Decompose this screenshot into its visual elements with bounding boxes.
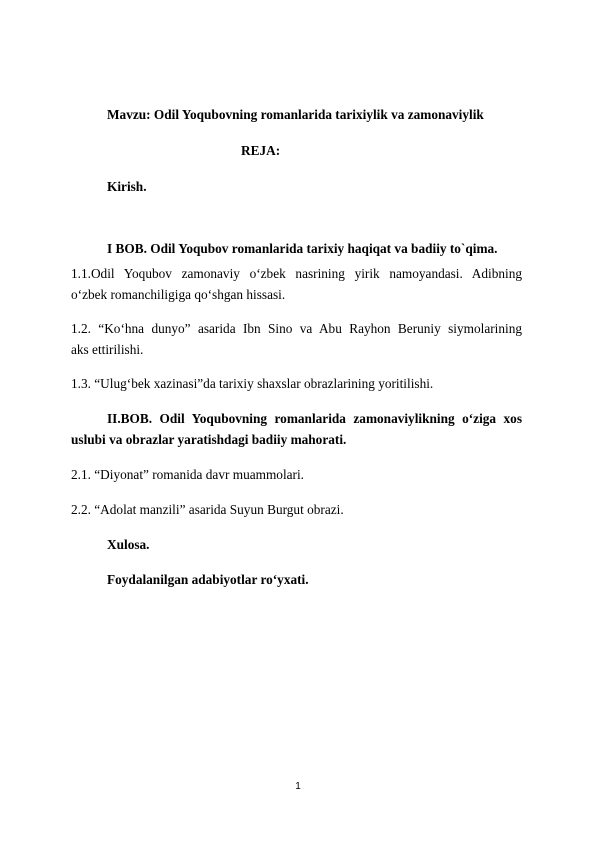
chapter1-item-2-line2: aks ettirilishi. (71, 342, 144, 357)
document-title: Mavzu: Odil Yoqubovning romanlarida tarixiylik va zamonaviylik (107, 107, 484, 122)
references-heading: Foydalanilgan adabiyotlar ro‘yxati. (107, 572, 309, 587)
plan-heading: REJA: (241, 143, 281, 158)
chapter2-heading-line1 (107, 408, 522, 429)
chapter1-item-1-line2: o‘zbek romanchiligiga qo‘shgan hissasi. (71, 287, 286, 302)
chapter2-label: II.BOB (107, 411, 149, 426)
chapter1-title: . Odil Yoqubov romanlarida tarixiy haqiqat va badiiy to`qima. (143, 241, 498, 256)
chapter1-item-2-line1: 1.2. “Ko‘hna dunyo” asarida Ibn Sino va Abu Rayhon Beruniy siymolarining (71, 321, 522, 336)
chapter2-item-1: 2.1. “Diyonat” romanida davr muammolari. (71, 467, 304, 482)
chapter1-heading (107, 238, 498, 259)
chapter2-title-line1: . Odil Yoqubovning romanlarida zamonaviylikning o‘ziga xos (148, 411, 522, 426)
chapter1-item-1-line1: 1.1.Odil Yoqubov zamonaviy o‘zbek nasrining yirik namoyandasi. Adibning (71, 266, 522, 281)
chapter1-item-3: 1.3. “Ulug‘bek xazinasi”da tarixiy shaxslar obrazlarining yoritilishi. (71, 376, 434, 391)
conclusion-heading: Xulosa. (107, 537, 150, 552)
chapter2-heading-line2: uslubi va obrazlar yaratishdagi badiiy mahorati. (71, 432, 347, 447)
chapter1-label: I BOB (107, 241, 144, 256)
page-number: 1 (295, 781, 301, 792)
intro-heading: Kirish. (107, 179, 147, 194)
chapter2-item-2: 2.2. “Adolat manzili” asarida Suyun Burgut obrazi. (71, 502, 344, 517)
